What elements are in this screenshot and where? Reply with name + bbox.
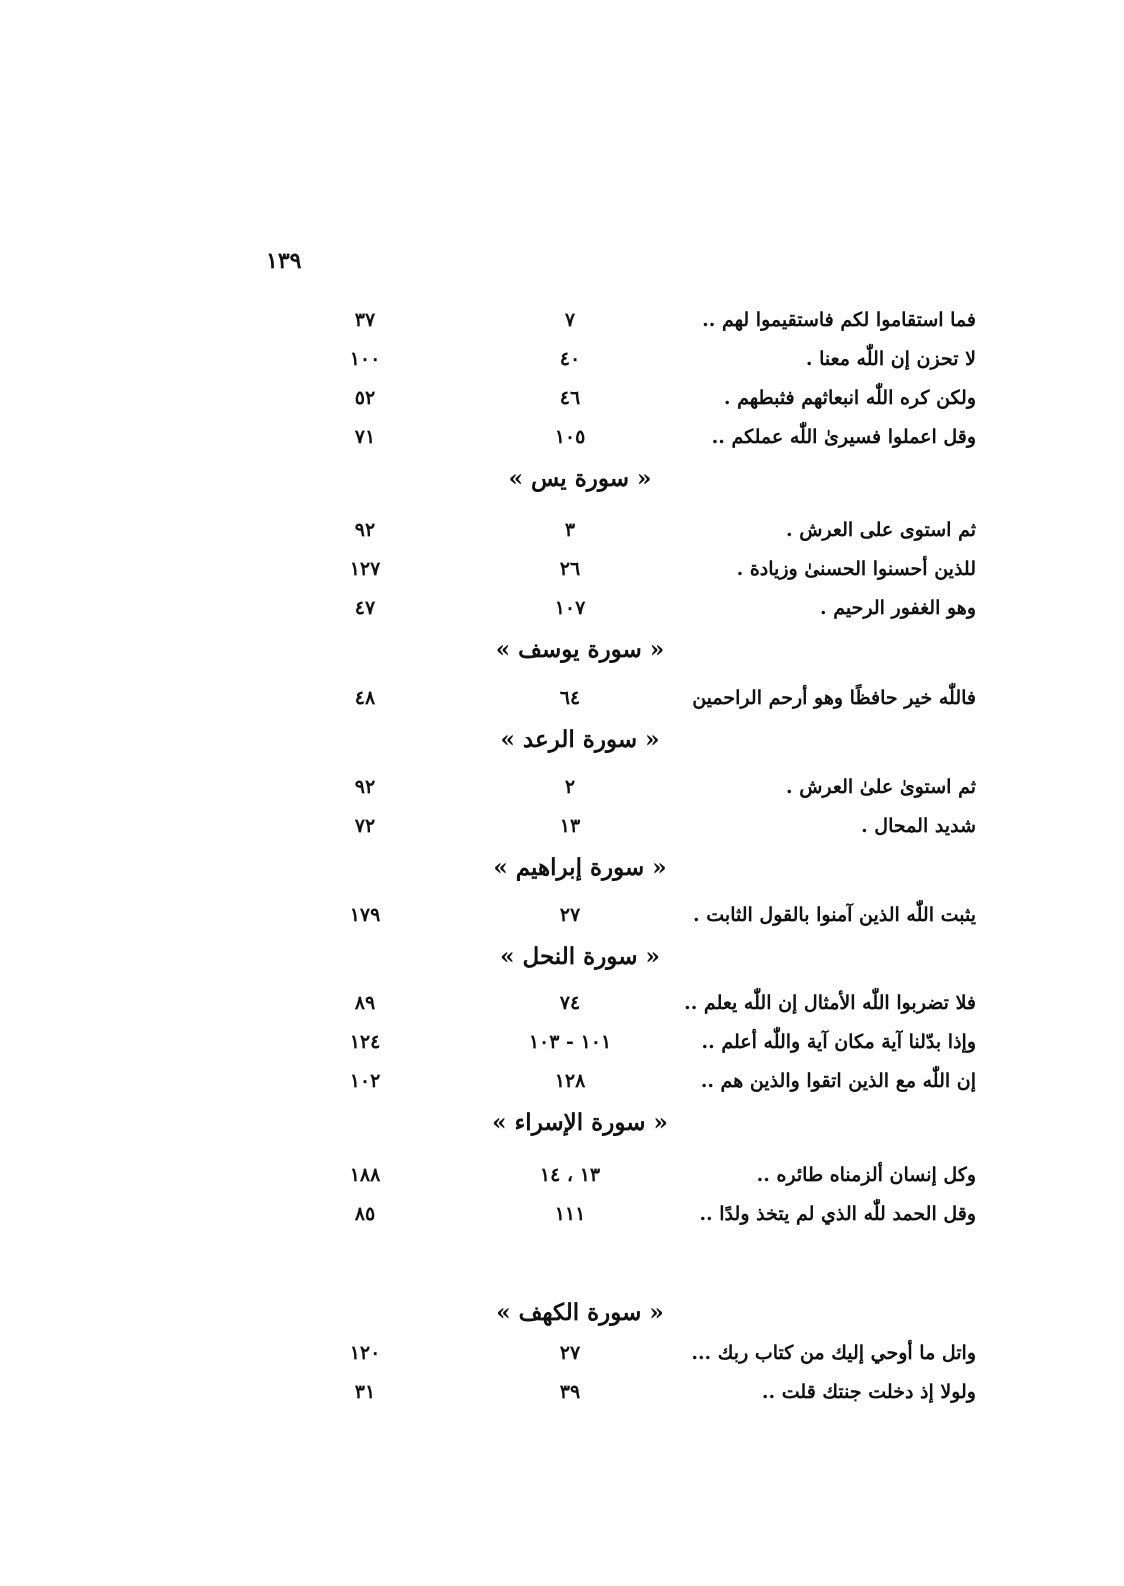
page-reference: ٣١ bbox=[354, 1381, 376, 1403]
index-section-7 bbox=[330, 1160, 990, 1238]
verse-number: ١٣ ، ١٤ bbox=[539, 1164, 601, 1186]
page-reference: ٣٧ bbox=[354, 309, 376, 331]
ayah-text: يثبت اللّٰه الذين آمنوا بالقول الثابت . bbox=[693, 904, 976, 926]
verse-number: ١٣ bbox=[559, 815, 581, 837]
verse-number: ٣٩ bbox=[559, 1381, 581, 1403]
page-reference: ٩٢ bbox=[354, 776, 376, 798]
index-row bbox=[330, 593, 990, 632]
verse-number: ١٠٧ bbox=[554, 597, 586, 619]
surah-title: « سورة إبراهيم » bbox=[493, 854, 667, 881]
index-row bbox=[330, 900, 990, 939]
index-section-5 bbox=[330, 900, 990, 982]
page-reference: ١٢٤ bbox=[349, 1031, 381, 1053]
index-row bbox=[330, 1027, 990, 1066]
page-reference: ١٧٩ bbox=[349, 904, 381, 926]
ayah-text: ولولا إذ دخلت جنتك قلت .. bbox=[761, 1381, 976, 1403]
ayah-text: وقل اعملوا فسيرىٰ اللّٰه عملكم .. bbox=[711, 426, 976, 448]
surah-heading bbox=[330, 461, 990, 504]
ayah-text: فما استقاموا لكم فاستقيموا لهم .. bbox=[702, 309, 976, 331]
surah-heading bbox=[330, 939, 990, 982]
ayah-text: فاللّٰه خير حافظًا وهو أرحم الراحمين bbox=[692, 687, 976, 709]
surah-heading bbox=[330, 1105, 990, 1148]
page-reference: ١٠٢ bbox=[349, 1070, 381, 1092]
index-row bbox=[330, 1377, 990, 1416]
ayah-text: فلا تضربوا اللّٰه الأمثال إن اللّٰه يعلم .. bbox=[684, 992, 976, 1014]
page-number: ١٣٩ bbox=[266, 248, 302, 274]
ayah-text: وإذا بدّلنا آية مكان آية واللّٰه أعلم .. bbox=[701, 1031, 976, 1053]
index-row bbox=[330, 383, 990, 422]
page-reference: ١٢٠ bbox=[349, 1342, 381, 1364]
index-section-2 bbox=[330, 515, 990, 675]
page-reference: ٨٥ bbox=[354, 1203, 376, 1225]
ayah-text: للذين أحسنوا الحسنىٰ وزيادة . bbox=[736, 558, 976, 580]
page-reference: ١٨٨ bbox=[349, 1164, 381, 1186]
ayah-text: وكل إنسان ألزمناه طائره .. bbox=[756, 1164, 976, 1186]
verse-number: ٧٤ bbox=[559, 992, 581, 1014]
ayah-text: وهو الغفور الرحيم . bbox=[820, 597, 976, 619]
index-row bbox=[330, 988, 990, 1027]
index-section-4 bbox=[330, 772, 990, 893]
ayah-text: إن اللّٰه مع الذين اتقوا والذين هم .. bbox=[700, 1070, 976, 1092]
verse-number: ١٢٨ bbox=[554, 1070, 586, 1092]
ayah-text: وقل الحمد للّٰه الذي لم يتخذ ولدًا .. bbox=[699, 1203, 976, 1225]
ayah-text: لا تحزن إن اللّٰه معنا . bbox=[805, 348, 976, 370]
page-reference: ٧١ bbox=[354, 426, 376, 448]
index-row bbox=[330, 811, 990, 850]
verse-number: ١١١ bbox=[554, 1203, 586, 1225]
surah-title: « سورة الكهف » bbox=[496, 1299, 664, 1326]
verse-number: ٢٧ bbox=[559, 1342, 581, 1364]
ayah-text: ولكن كره اللّٰه انبعاثهم فثبطهم . bbox=[723, 387, 976, 409]
index-row bbox=[330, 772, 990, 811]
surah-title: « سورة النحل » bbox=[500, 943, 660, 970]
page-reference: ٨٩ bbox=[354, 992, 376, 1014]
surah-heading bbox=[330, 850, 990, 893]
index-row bbox=[330, 515, 990, 554]
surah-title: « سورة الرعد » bbox=[500, 726, 660, 753]
verse-number: ٣ bbox=[564, 519, 576, 541]
index-row bbox=[330, 422, 990, 461]
index-section-8 bbox=[330, 1295, 990, 1416]
index-row bbox=[330, 554, 990, 593]
verse-number: ٢ bbox=[564, 776, 576, 798]
surah-title: « سورة يوسف » bbox=[495, 636, 665, 663]
page-reference: ٥٢ bbox=[354, 387, 376, 409]
index-section-3 bbox=[330, 683, 990, 765]
verse-number: ١٠١ - ١٠٣ bbox=[528, 1031, 612, 1053]
index-row bbox=[330, 683, 990, 722]
verse-number: ٤٦ bbox=[559, 387, 581, 409]
surah-heading bbox=[330, 722, 990, 765]
surah-heading bbox=[330, 1295, 990, 1338]
verse-number: ٤٠ bbox=[559, 348, 581, 370]
index-row bbox=[330, 305, 990, 344]
ayah-text: واتل ما أوحي إليك من كتاب ربك ... bbox=[691, 1342, 976, 1364]
index-row bbox=[330, 1199, 990, 1238]
index-row bbox=[330, 1066, 990, 1105]
index-row bbox=[330, 344, 990, 383]
verse-number: ٧ bbox=[564, 309, 576, 331]
page-reference: ٧٢ bbox=[354, 815, 376, 837]
page-reference: ١٠٠ bbox=[349, 348, 381, 370]
page-reference: ٤٨ bbox=[354, 687, 376, 709]
verse-number: ٢٦ bbox=[559, 558, 581, 580]
index-row bbox=[330, 1160, 990, 1199]
page-reference: ٤٧ bbox=[354, 597, 376, 619]
ayah-text: شديد المحال . bbox=[861, 815, 976, 837]
verse-number: ١٠٥ bbox=[554, 426, 586, 448]
ayah-text: ثم استوى على العرش . bbox=[786, 519, 976, 541]
surah-heading bbox=[330, 632, 990, 675]
ayah-text: ثم استوىٰ علىٰ العرش . bbox=[786, 776, 976, 798]
index-section-1 bbox=[330, 305, 990, 504]
verse-number: ٦٤ bbox=[559, 687, 581, 709]
page-reference: ٩٢ bbox=[354, 519, 376, 541]
index-section-6 bbox=[330, 988, 990, 1148]
index-row bbox=[330, 1338, 990, 1377]
page-reference: ١٢٧ bbox=[349, 558, 381, 580]
surah-title: « سورة الإسراء » bbox=[492, 1109, 668, 1136]
surah-title: « سورة يس » bbox=[508, 465, 652, 492]
verse-number: ٢٧ bbox=[559, 904, 581, 926]
